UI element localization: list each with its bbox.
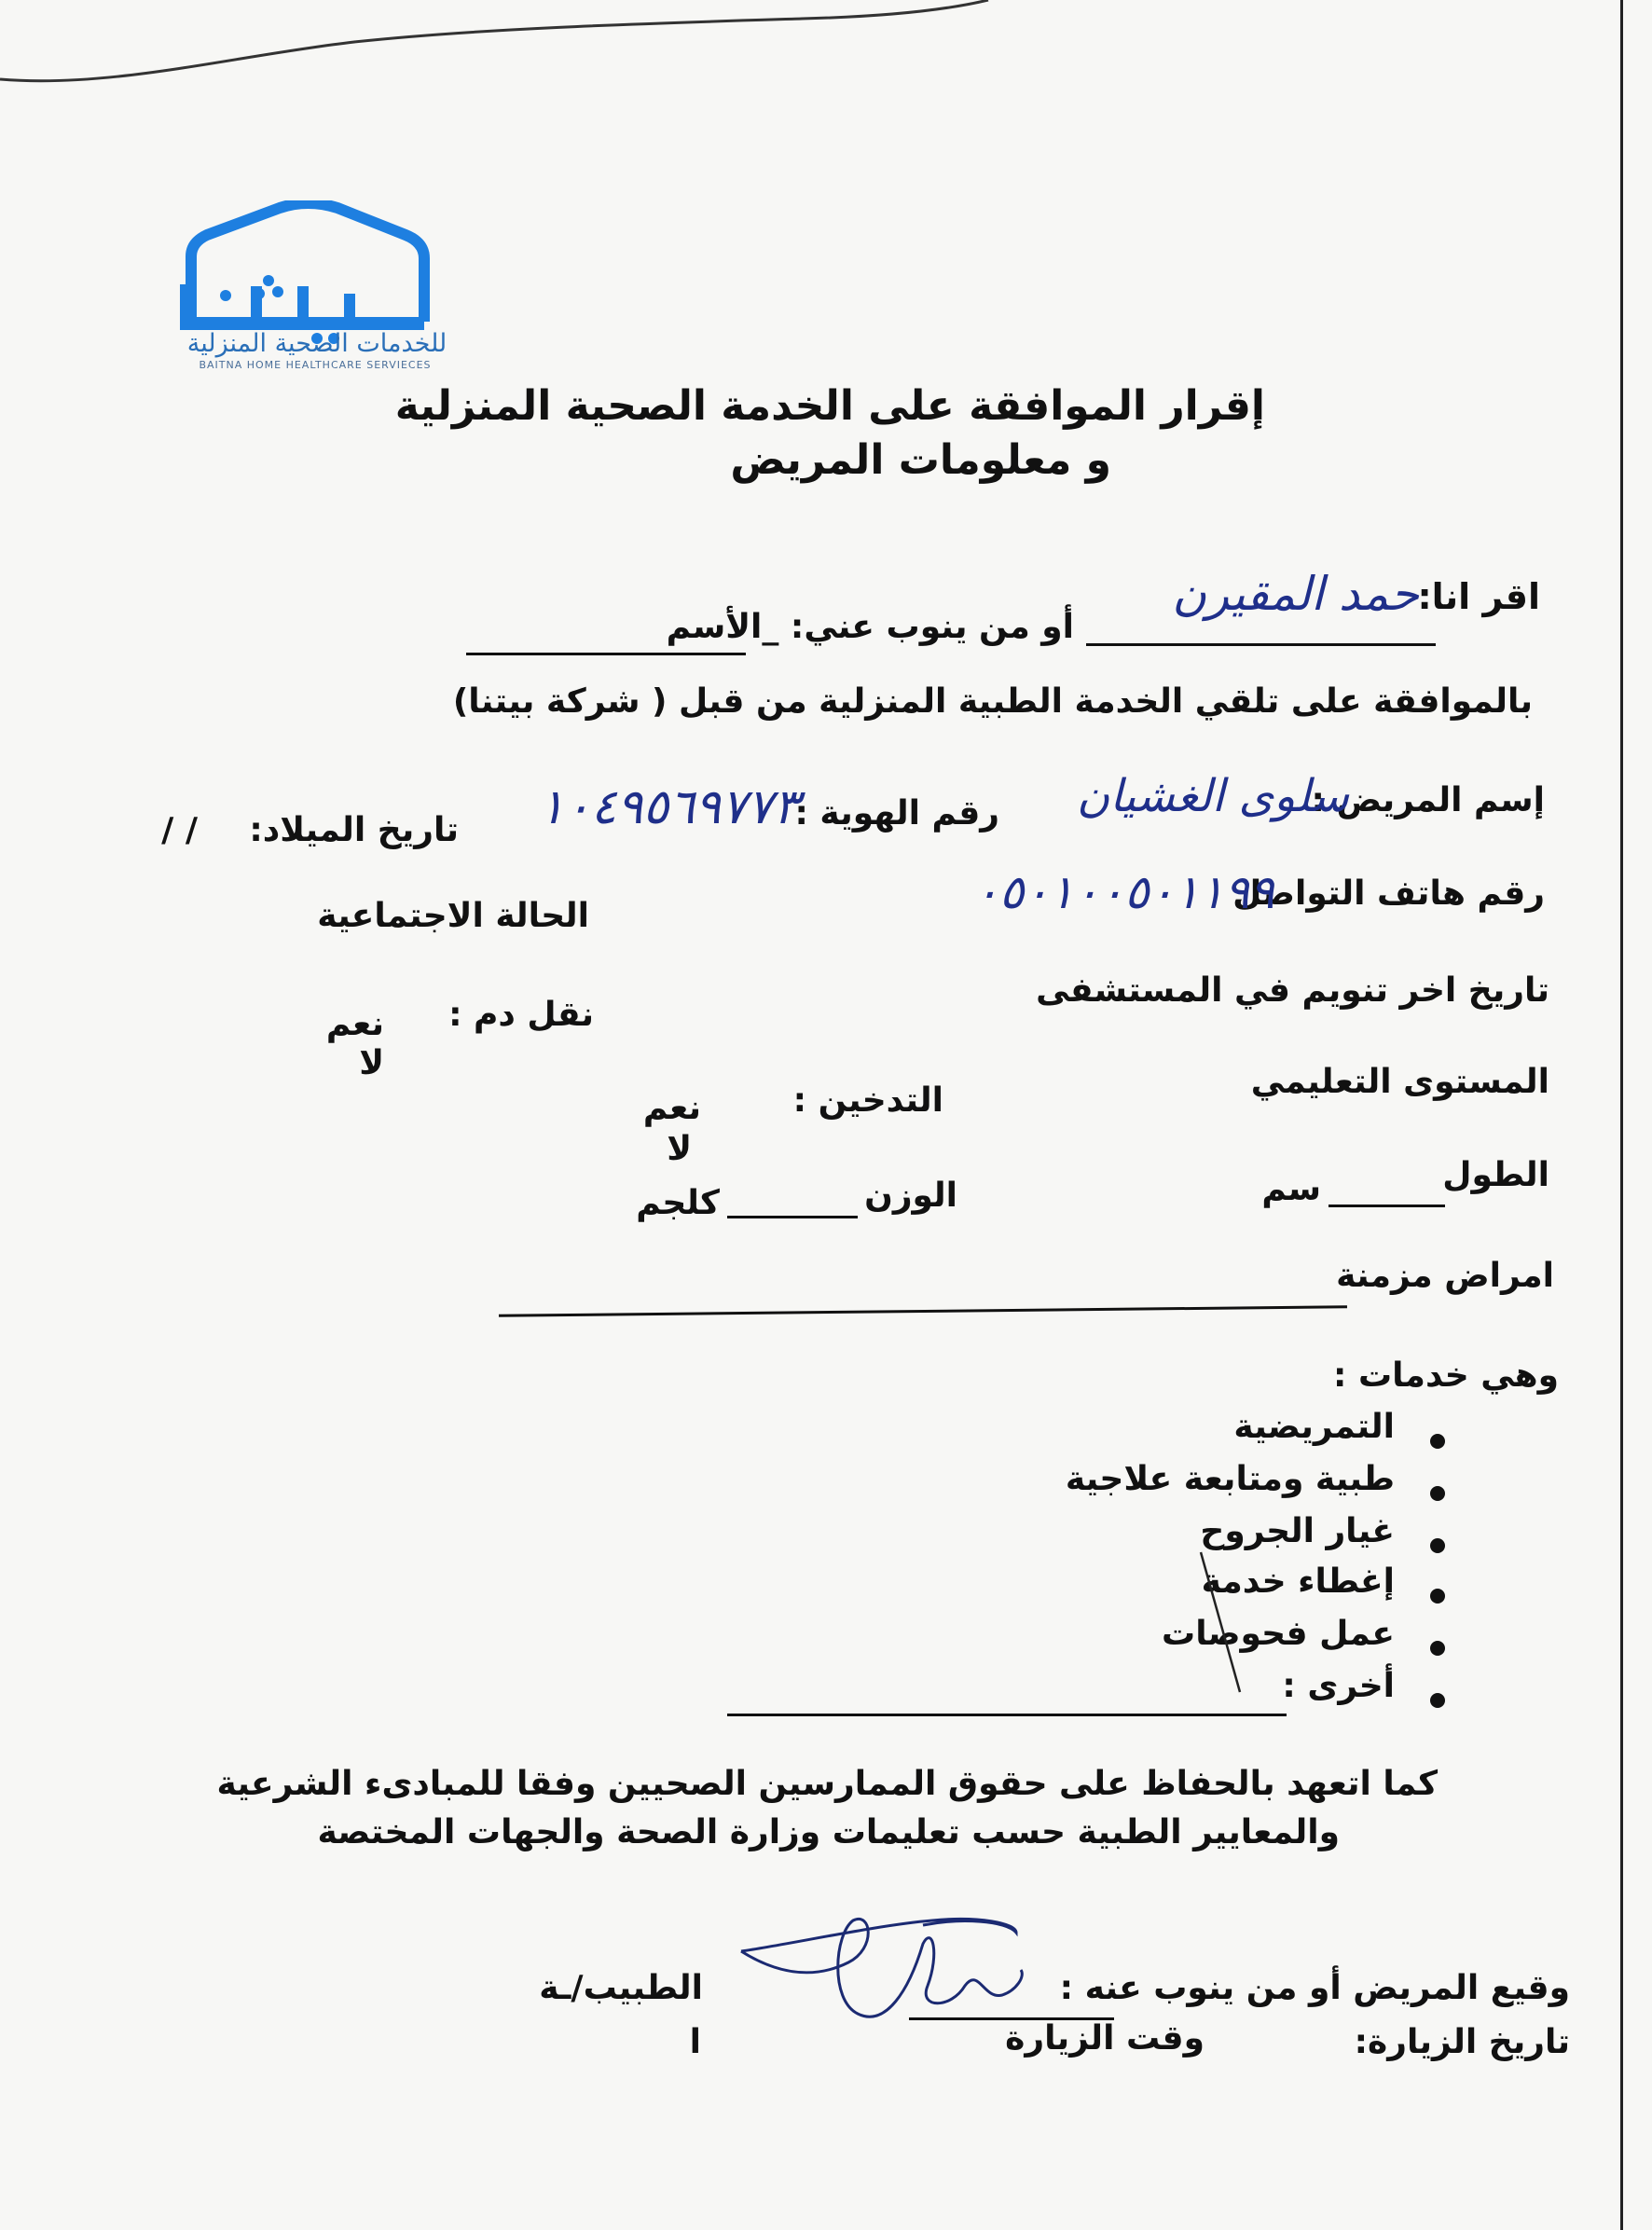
bullet-icon <box>1430 1434 1445 1449</box>
visit-date-label: تاريخ الزيارة: <box>1354 2023 1570 2061</box>
paper-fold-curve <box>0 0 1652 112</box>
phone-value: ٠٥٠١٠٠٥٠١١٩٩ <box>973 865 1274 919</box>
bullet-icon <box>1430 1693 1445 1708</box>
services-heading: وهي خدمات : <box>1333 1356 1559 1395</box>
height-field-underline <box>1328 1204 1445 1207</box>
logo-subtitle-en: BAITNA HOME HEALTHCARE SERVIECES <box>199 359 432 371</box>
visit-time-label: وقت الزيارة <box>1005 2019 1205 2058</box>
bullet-icon <box>1430 1589 1445 1604</box>
doctor-value: ا <box>689 2023 701 2061</box>
height-unit: سم <box>1261 1170 1321 1208</box>
phone-label: رقم هاتف التواصل <box>1232 874 1545 913</box>
transfusion-no-option[interactable]: لا <box>359 1044 384 1082</box>
page-title-line1: إقرار الموافقة على الخدمة الصحية المنزلية <box>394 382 1265 430</box>
transfusion-yes-option[interactable]: نعم <box>325 1005 384 1043</box>
id-number-label: رقم الهوية : <box>794 794 999 833</box>
service-item-injections: إغطاء خدمة <box>1201 1562 1395 1601</box>
doctor-label: الطبيب/ـة <box>539 1969 703 2007</box>
service-item-nursing: التمريضية <box>1233 1408 1395 1446</box>
marital-status-label: الحالة الاجتماعية <box>317 897 589 935</box>
weight-field-underline <box>727 1216 858 1218</box>
iam-underline <box>1086 643 1436 646</box>
page-title-line2: و معلومات المريض <box>730 436 1111 484</box>
smoking-label: التدخين : <box>792 1081 943 1120</box>
bullet-icon <box>1430 1486 1445 1501</box>
smoking-yes-option[interactable]: نعم <box>642 1089 701 1127</box>
service-item-wound-dressing: غيار الجروح <box>1200 1512 1395 1550</box>
iam-value: حمد المقيرن <box>1172 567 1419 621</box>
chronic-diseases-label: امراض مزمنة <box>1336 1257 1554 1295</box>
proxy-label: أو من ينوب عني: _الأسم <box>666 608 1074 646</box>
dob-label: تاريخ الميلاد: <box>249 811 459 849</box>
company-logo <box>121 200 503 378</box>
iam-label: اقر انا: <box>1417 576 1540 617</box>
service-item-tests: عمل فحوصات <box>1162 1615 1395 1653</box>
proxy-name-underline <box>466 653 746 655</box>
paper-edge <box>1620 0 1623 2230</box>
hand-drawn-check-mark <box>1184 1543 1259 1701</box>
chronic-diseases-underline <box>499 1305 1347 1317</box>
transfusion-label: نقل دم : <box>448 996 594 1034</box>
weight-unit: كلجم <box>636 1184 720 1222</box>
logo-subtitle-ar: للخدمات الصحية المنزلية <box>186 329 447 358</box>
consent-text: بالموافقة على تلقي الخدمة الطبية المنزلية من قبل ( شركة بيتنا) <box>452 682 1533 721</box>
height-label: الطول <box>1442 1156 1549 1194</box>
weight-label: الوزن <box>864 1177 957 1215</box>
id-number-value: ١٠٤٩٥٦٩٧٧٣ <box>538 779 799 835</box>
bullet-icon <box>1430 1641 1445 1656</box>
patient-name-value: سلوى الغشيان <box>1076 770 1349 822</box>
service-item-other: أخرى : <box>1282 1667 1395 1705</box>
smoking-no-option[interactable]: لا <box>667 1130 692 1168</box>
education-label: المستوى التعليمي <box>1250 1063 1549 1101</box>
patient-signature-label: وقيع المريض أو من ينوب عنه : <box>1059 1969 1570 2007</box>
service-other-underline <box>727 1714 1287 1716</box>
pledge-line1: كما اتعهد بالحفاظ على حقوق الممارسين الصحيين وفقا للمبادىء الشرعية <box>216 1765 1438 1803</box>
patient-name-label: إسم المريض : <box>1311 781 1545 819</box>
pledge-line2: والمعايير الطبية حسب تعليمات وزارة الصحة والجهات المختصة <box>317 1813 1340 1851</box>
bullet-icon <box>1430 1538 1445 1553</box>
last-admission-label: تاريخ اخر تنويم في المستشفى <box>1036 971 1549 1010</box>
service-item-medical-followup: طبية ومتابعة علاجية <box>1065 1460 1395 1498</box>
dob-value: / / <box>161 811 198 849</box>
